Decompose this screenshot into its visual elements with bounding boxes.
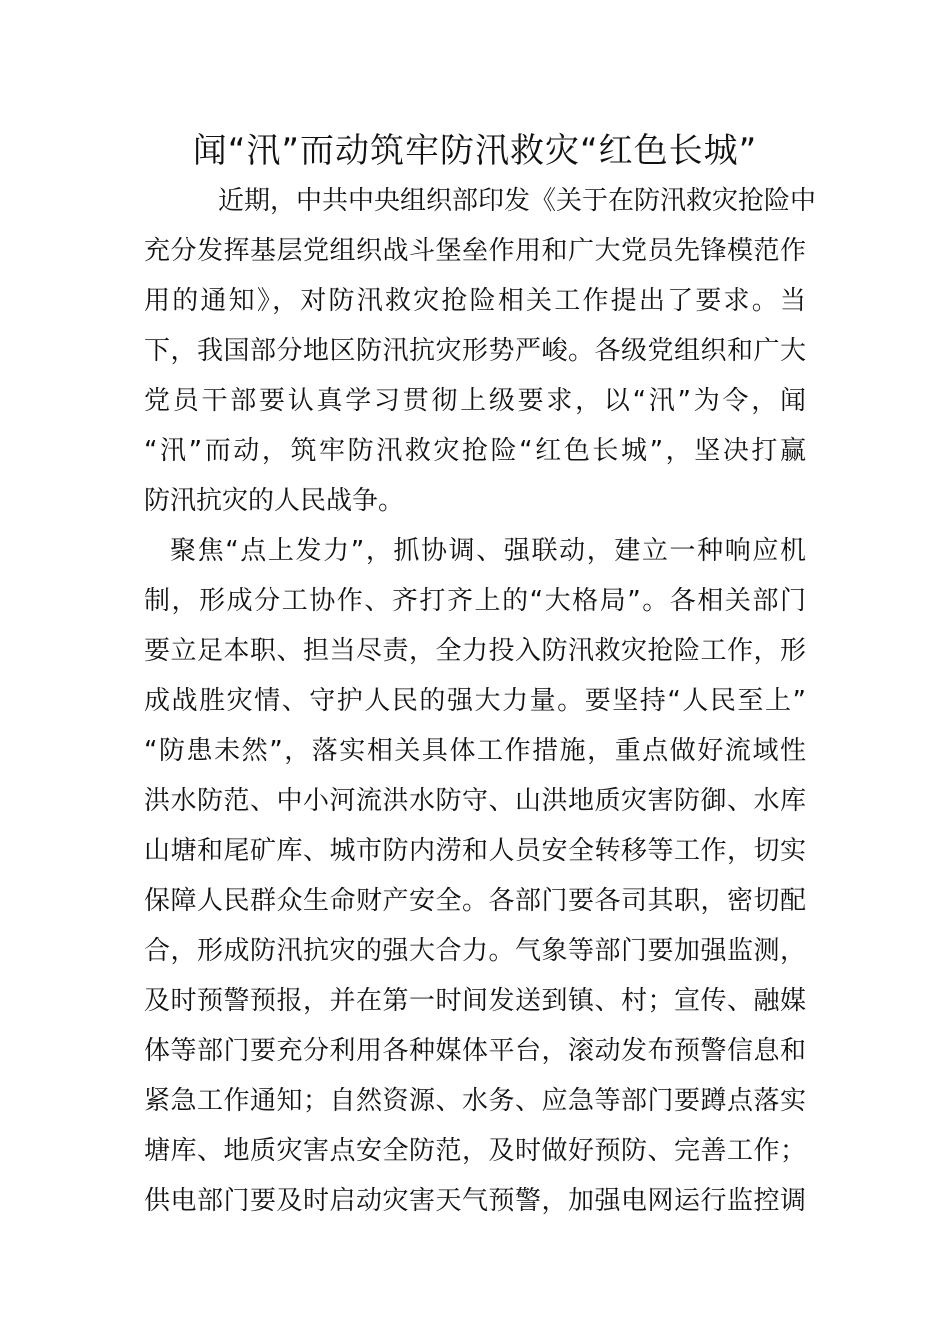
paragraph-2-line: 制，形成分工协作、齐打齐上的“大格局”。各相关部门 (144, 586, 806, 616)
paragraph-1-line: 用的通知》，对防汛救灾抢险相关工作提出了要求。当 (144, 286, 806, 316)
paragraph-2-line: 保障人民群众生命财产安全。各部门要各司其职，密切配 (144, 886, 806, 916)
paragraph-2-line: 合，形成防汛抗灾的强大合力。气象等部门要加强监测， (144, 936, 806, 966)
paragraph-1-line: 下，我国部分地区防汛抗灾形势严峻。各级党组织和广大 (144, 336, 806, 366)
paragraph-2-line: 洪水防范、中小河流洪水防守、山洪地质灾害防御、水库 (144, 786, 806, 816)
paragraph-2-line: 要立足本职、担当尽责，全力投入防汛救灾抢险工作，形 (144, 636, 806, 666)
paragraph-2-line: 及时预警预报，并在第一时间发送到镇、村；宣传、融媒 (144, 986, 806, 1016)
paragraph-2-line: 塘库、地质灾害点安全防范，及时做好预防、完善工作； (144, 1136, 806, 1166)
paragraph-2-line: 紧急工作通知；自然资源、水务、应急等部门要蹲点落实 (144, 1086, 806, 1116)
paragraph-1-line: 防汛抗灾的人民战争。 (144, 486, 405, 516)
document-body (144, 176, 817, 1226)
paragraph-2-line: 聚焦“点上发力”，抓协调、强联动，建立一种响应机 (170, 536, 806, 566)
paragraph-2-line: 体等部门要充分利用各种媒体平台，滚动发布预警信息和 (144, 1036, 806, 1066)
paragraph-1-line: 近期，中共中央组织部印发《关于在防汛救灾抢险中 (218, 186, 817, 216)
document-title: 闻“汛”而动筑牢防汛救灾“红色长城” (192, 131, 758, 171)
paragraph-2-line: 供电部门要及时启动灾害天气预警，加强电网运行监控调 (144, 1186, 806, 1216)
paragraph-1-line: 充分发挥基层党组织战斗堡垒作用和广大党员先锋模范作 (144, 236, 806, 266)
paragraph-2-line: 成战胜灾情、守护人民的强大力量。要坚持“人民至上” (144, 686, 806, 716)
paragraph-1-line: “汛”而动，筑牢防汛救灾抢险“红色长城”，坚决打赢 (144, 436, 806, 466)
paragraph-2-line: 山塘和尾矿库、城市防内涝和人员安全转移等工作，切实 (144, 836, 806, 866)
paragraph-1-line: 党员干部要认真学习贯彻上级要求，以“汛”为令，闻 (144, 386, 806, 416)
paragraph-2-line: “防患未然”，落实相关具体工作措施，重点做好流域性 (144, 736, 806, 766)
